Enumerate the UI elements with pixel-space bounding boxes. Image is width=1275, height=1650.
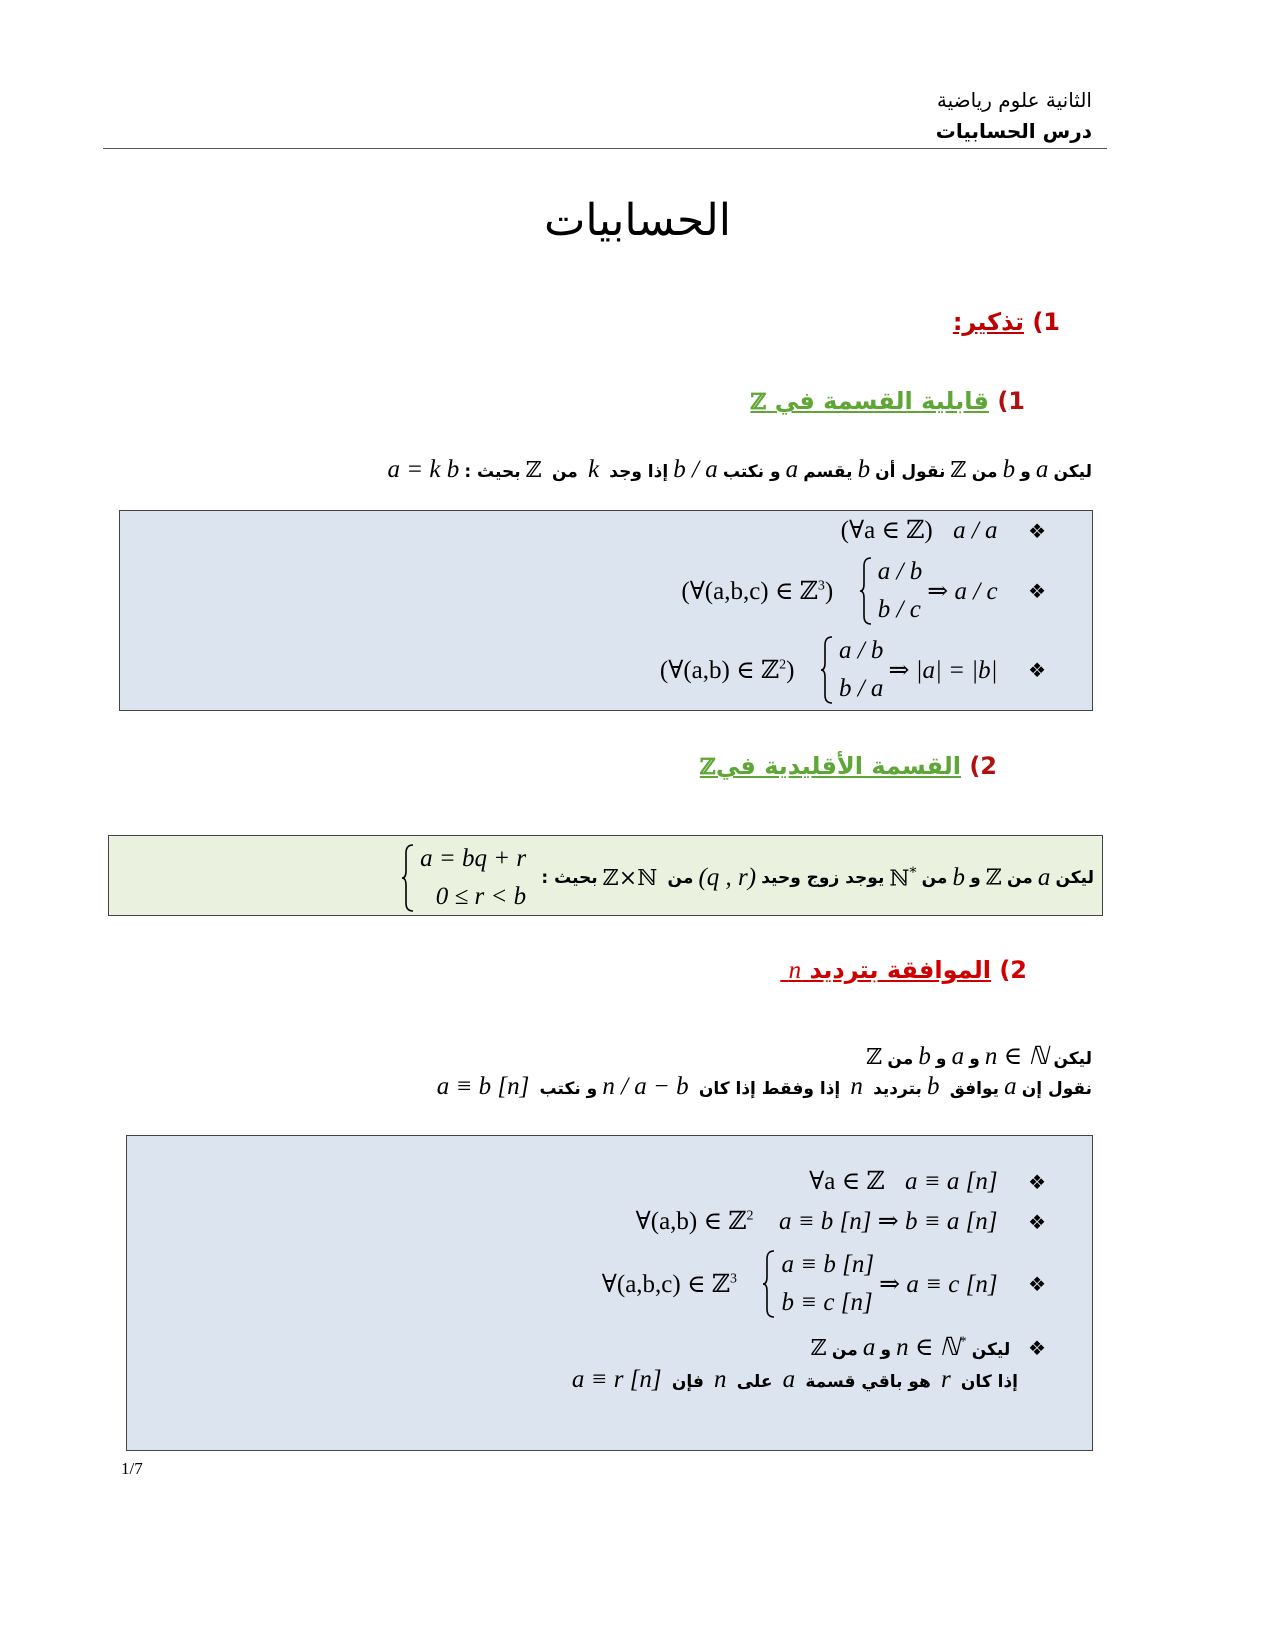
section-congruence-heading	[780, 956, 1027, 985]
left-brace-icon	[820, 635, 834, 705]
property-antisymmetric: (∀(a,b) ∈ ℤ$^2$) a / b b / a ⇒ |a| = |b| ❖	[660, 632, 1046, 708]
left-brace-icon	[859, 556, 873, 626]
section-number: 1)	[1032, 308, 1060, 336]
property-reflexive: (∀a ∈ ℤ) a / a ❖	[840, 517, 1046, 544]
section-label: تذكير:	[952, 308, 1024, 336]
section-number: 1)	[997, 387, 1025, 415]
section-label: الموافقة بترديد n	[788, 956, 991, 984]
congruence-remainder-intro: ❖ ليكن n ∈ ℕ* و a من ℤ	[810, 1334, 1046, 1361]
bullet-diamond-icon: ❖	[1002, 1210, 1046, 1234]
euclidean-statement: ليكن a من ℤ و b من ℕ* يوجد زوج وحيد (q , r) من ℤ×ℕ بحيث : a = bq + r 0 ≤ r < b	[401, 840, 1094, 916]
congruence-intro: ليكن n ∈ ℕ و a و b من ℤ	[866, 1043, 1092, 1070]
bullet-diamond-icon: ❖	[1002, 658, 1046, 682]
congruence-reflexive: ∀a ∈ ℤ a ≡ a [n] ❖	[809, 1168, 1046, 1195]
divisibility-definition: ليكن a و b من ℤ نقول أن b يقسم a و نكتب b / a إذا وجد k من ℤ بحيث : a = k b	[387, 456, 1092, 483]
property-transitive: (∀(a,b,c) ∈ ℤ$^3$) a / b b / c ⇒ a / c ❖	[681, 553, 1046, 629]
left-brace-icon	[401, 843, 415, 913]
congruence-remainder-statement: إذا كان r هو باقي قسمة a على n فإن a ≡ r [n]	[571, 1366, 1018, 1393]
section-number: 2)	[999, 956, 1027, 984]
section-label: القسمة الأقليدية فيℤ	[699, 752, 961, 780]
bullet-diamond-icon: ❖	[1002, 579, 1046, 603]
congruence-transitive: ∀(a,b,c) ∈ ℤ$^3$ a ≡ b [n] b ≡ c [n] ⇒ a ≡ c [n] ❖	[602, 1246, 1046, 1322]
page-title: الحسابيات	[543, 195, 732, 246]
section-number: 2)	[969, 752, 997, 780]
header-divider	[103, 148, 1107, 149]
page-number: 1/7	[121, 1459, 143, 1478]
divisibility-properties-box	[119, 510, 1093, 711]
bullet-diamond-icon: ❖	[1015, 1336, 1046, 1360]
section-reminder-heading	[953, 308, 1060, 336]
left-brace-icon	[762, 1249, 776, 1319]
congruence-properties-box	[126, 1135, 1093, 1451]
euclidean-division-box	[108, 835, 1103, 916]
header-lesson-line: درس الحسابيات	[935, 119, 1092, 143]
section-euclidean-heading	[700, 752, 997, 780]
section-divisibility-heading	[750, 387, 1025, 415]
congruence-definition: نقول إن a يوافق b بترديد n إذا وفقط إذا كان n / a − b و نكتب a ≡ b [n]	[436, 1073, 1092, 1100]
bullet-diamond-icon: ❖	[1002, 1170, 1046, 1194]
congruence-symmetric: ∀(a,b) ∈ ℤ$^2$ a ≡ b [n] ⇒ b ≡ a [n] ❖	[635, 1208, 1046, 1235]
bullet-diamond-icon: ❖	[1002, 519, 1046, 543]
header-class-line: الثانية علوم رياضية	[936, 88, 1092, 112]
section-label: قابلية القسمة في ℤ	[750, 387, 989, 415]
bullet-diamond-icon: ❖	[1002, 1272, 1046, 1296]
